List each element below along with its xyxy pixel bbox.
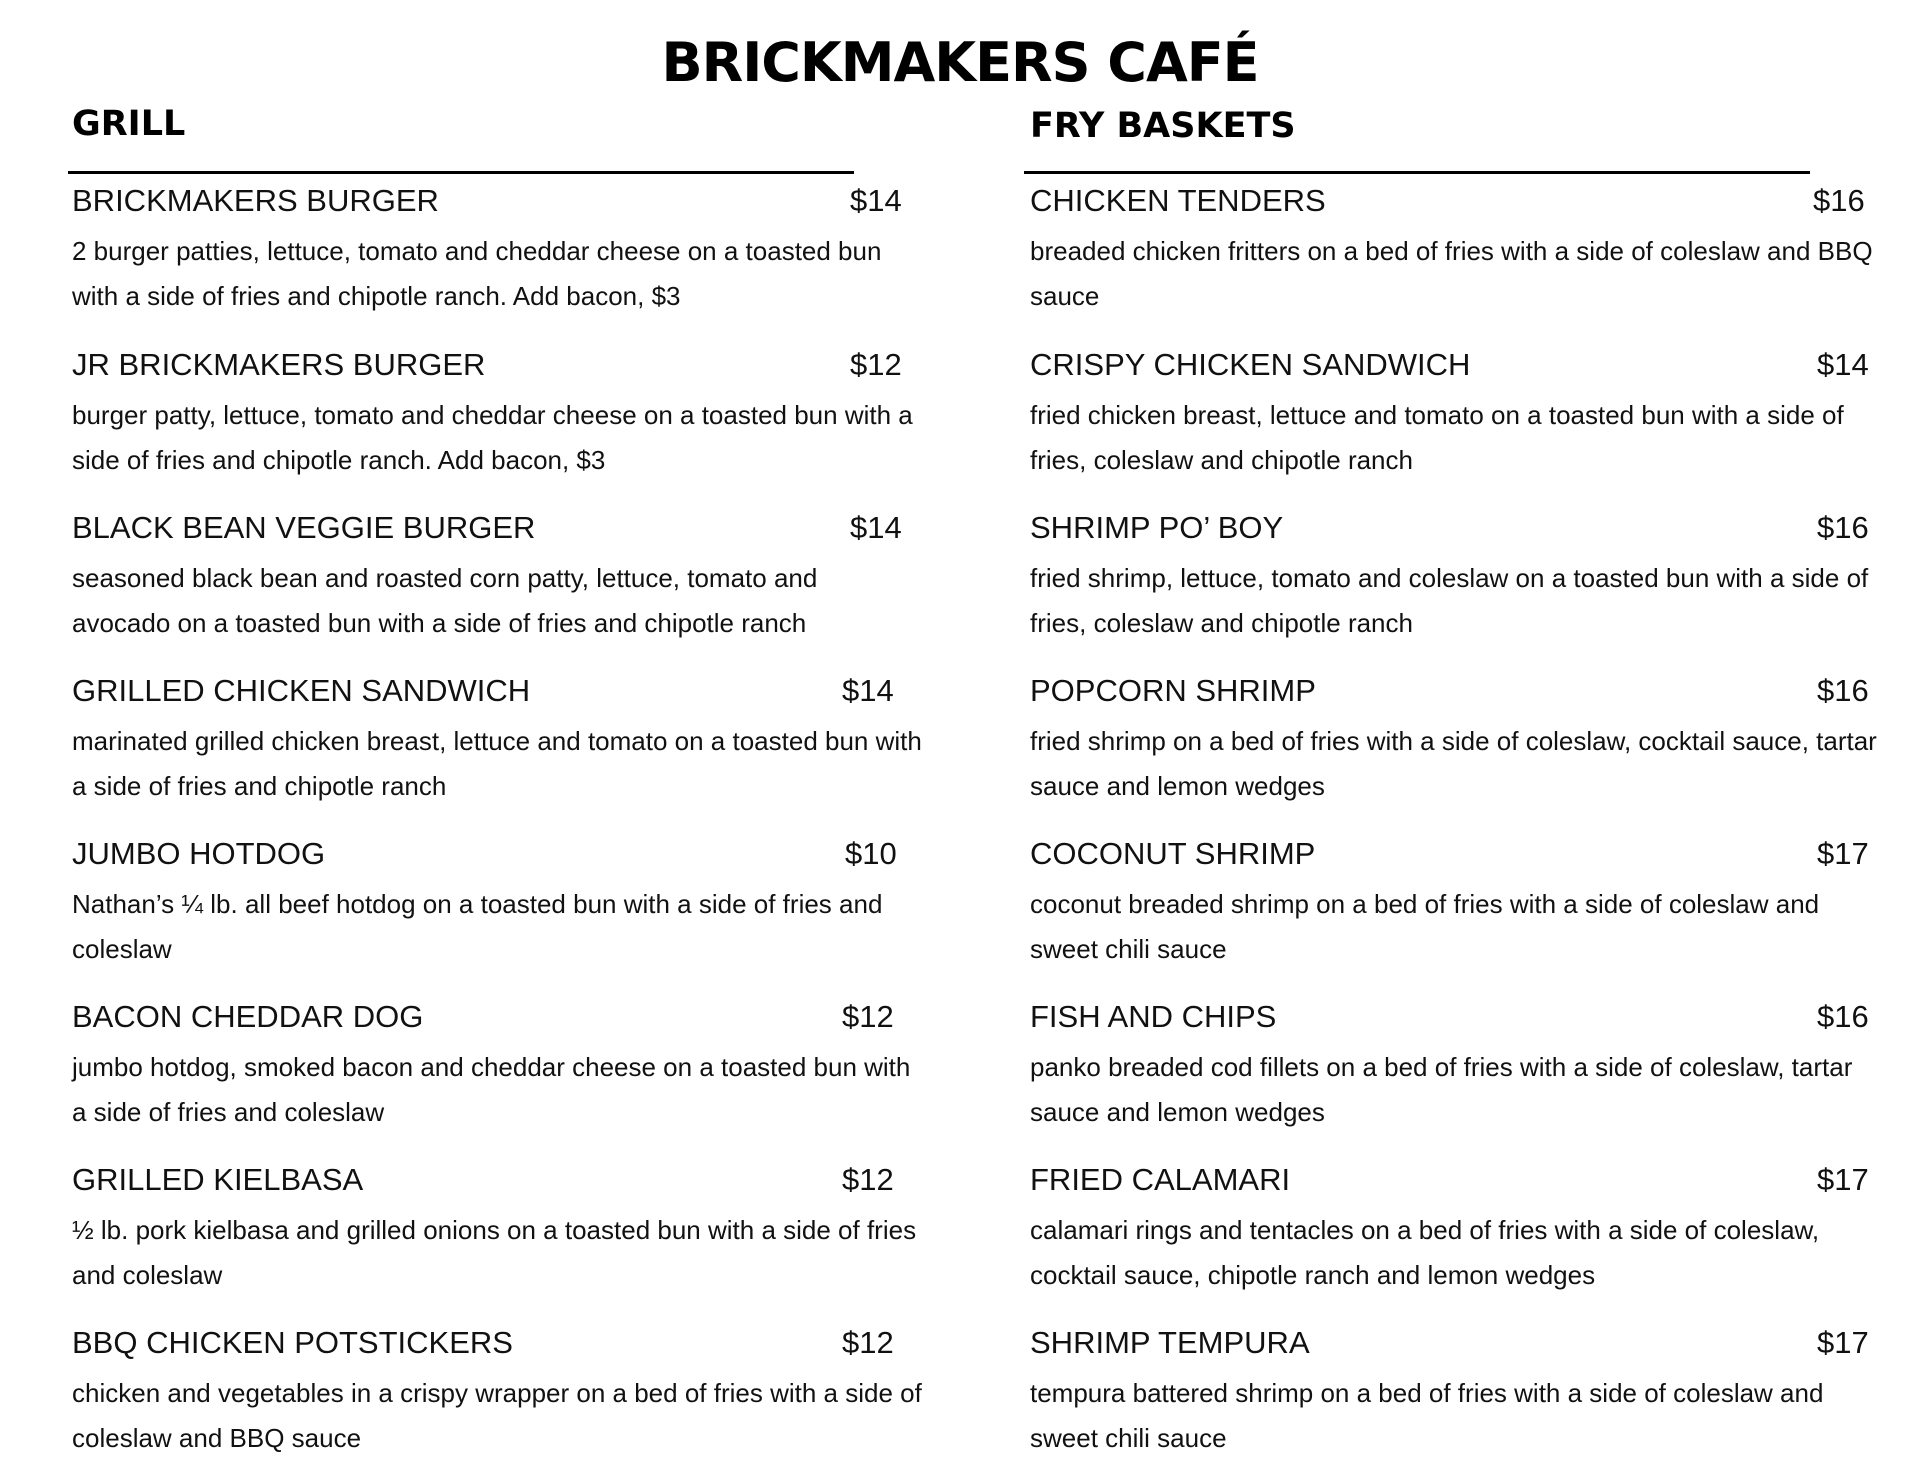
item-price: $17	[1817, 1162, 1869, 1197]
item-description: tempura battered shrimp on a bed of fries with a side of coleslaw and sweet chili sauce	[1030, 1378, 1824, 1453]
item-price: $12	[842, 1325, 894, 1360]
item-name: JR BRICKMAKERS BURGER	[72, 347, 486, 382]
item-name: GRILLED KIELBASA	[72, 1162, 364, 1197]
item-description: ½ lb. pork kielbasa and grilled onions on a toasted bun with a side of fries and coleslaw	[72, 1215, 917, 1290]
item-price: $16	[1813, 183, 1865, 218]
item-description: 2 burger patties, lettuce, tomato and cheddar cheese on a toasted bun with a side of fries and chipotle ranch. Add bacon, $3	[72, 236, 882, 311]
fry-baskets-heading: FRY BASKETS	[1030, 106, 1296, 146]
menu-title: BRICKMAKERS CAFÉ	[661, 31, 1259, 94]
item-price: $14	[850, 183, 902, 218]
item-price: $17	[1817, 836, 1869, 871]
item-description: marinated grilled chicken breast, lettuce and tomato on a toasted bun with a side of fries and chipotle ranch	[72, 726, 922, 801]
item-price: $12	[842, 1162, 894, 1197]
item-price: $12	[842, 999, 894, 1034]
item-name: BLACK BEAN VEGGIE BURGER	[72, 510, 536, 545]
item-description: fried chicken breast, lettuce and tomato on a toasted bun with a side of fries, coleslaw and chipotle ranch	[1030, 400, 1844, 475]
item-price: $14	[842, 673, 894, 708]
item-price: $10	[845, 836, 897, 871]
grill-divider	[68, 171, 854, 174]
item-name: COCONUT SHRIMP	[1030, 836, 1316, 871]
item-name: GRILLED CHICKEN SANDWICH	[72, 673, 531, 708]
item-description: coconut breaded shrimp on a bed of fries with a side of coleslaw and sweet chili sauce	[1030, 889, 1820, 964]
fry-baskets-divider	[1024, 171, 1810, 174]
item-description: fried shrimp, lettuce, tomato and coleslaw on a toasted bun with a side of fries, coleslaw and chipotle ranch	[1030, 563, 1869, 638]
item-description: fried shrimp on a bed of fries with a side of coleslaw, cocktail sauce, tartar sauce and lemon wedges	[1030, 726, 1877, 801]
grill-heading: GRILL	[72, 104, 186, 144]
item-name: FISH AND CHIPS	[1030, 999, 1277, 1034]
item-description: seasoned black bean and roasted corn patty, lettuce, tomato and avocado on a toasted bun with a side of fries and chipotle ranch	[72, 563, 818, 638]
item-name: BRICKMAKERS BURGER	[72, 183, 439, 218]
item-price: $17	[1817, 1325, 1869, 1360]
item-price: $14	[1817, 347, 1869, 382]
item-description: breaded chicken fritters on a bed of fries with a side of coleslaw and BBQ sauce	[1030, 236, 1873, 311]
item-price: $12	[850, 347, 902, 382]
item-name: BBQ CHICKEN POTSTICKERS	[72, 1325, 513, 1360]
item-price: $16	[1817, 510, 1869, 545]
item-description: chicken and vegetables in a crispy wrapper on a bed of fries with a side of coleslaw and BBQ sauce	[72, 1378, 922, 1453]
item-description: panko breaded cod fillets on a bed of fries with a side of coleslaw, tartar sauce and lemon wedges	[1030, 1052, 1853, 1127]
item-name: SHRIMP TEMPURA	[1030, 1325, 1310, 1360]
item-name: FRIED CALAMARI	[1030, 1162, 1291, 1197]
item-price: $14	[850, 510, 902, 545]
item-description: jumbo hotdog, smoked bacon and cheddar cheese on a toasted bun with a side of fries and coleslaw	[72, 1052, 911, 1127]
item-name: CRISPY CHICKEN SANDWICH	[1030, 347, 1471, 382]
item-name: BACON CHEDDAR DOG	[72, 999, 424, 1034]
item-description: Nathan’s ¼ lb. all beef hotdog on a toasted bun with a side of fries and coleslaw	[72, 889, 883, 964]
item-description: burger patty, lettuce, tomato and cheddar cheese on a toasted bun with a side of fries and chipotle ranch. Add bacon, $3	[72, 400, 913, 475]
item-name: JUMBO HOTDOG	[72, 836, 326, 871]
item-name: POPCORN SHRIMP	[1030, 673, 1316, 708]
item-description: calamari rings and tentacles on a bed of fries with a side of coleslaw, cocktail sauce, chipotle ranch and lemon wedges	[1030, 1215, 1820, 1290]
item-name: CHICKEN TENDERS	[1030, 183, 1326, 218]
item-price: $16	[1817, 999, 1869, 1034]
item-price: $16	[1817, 673, 1869, 708]
item-name: SHRIMP PO’ BOY	[1030, 510, 1284, 545]
